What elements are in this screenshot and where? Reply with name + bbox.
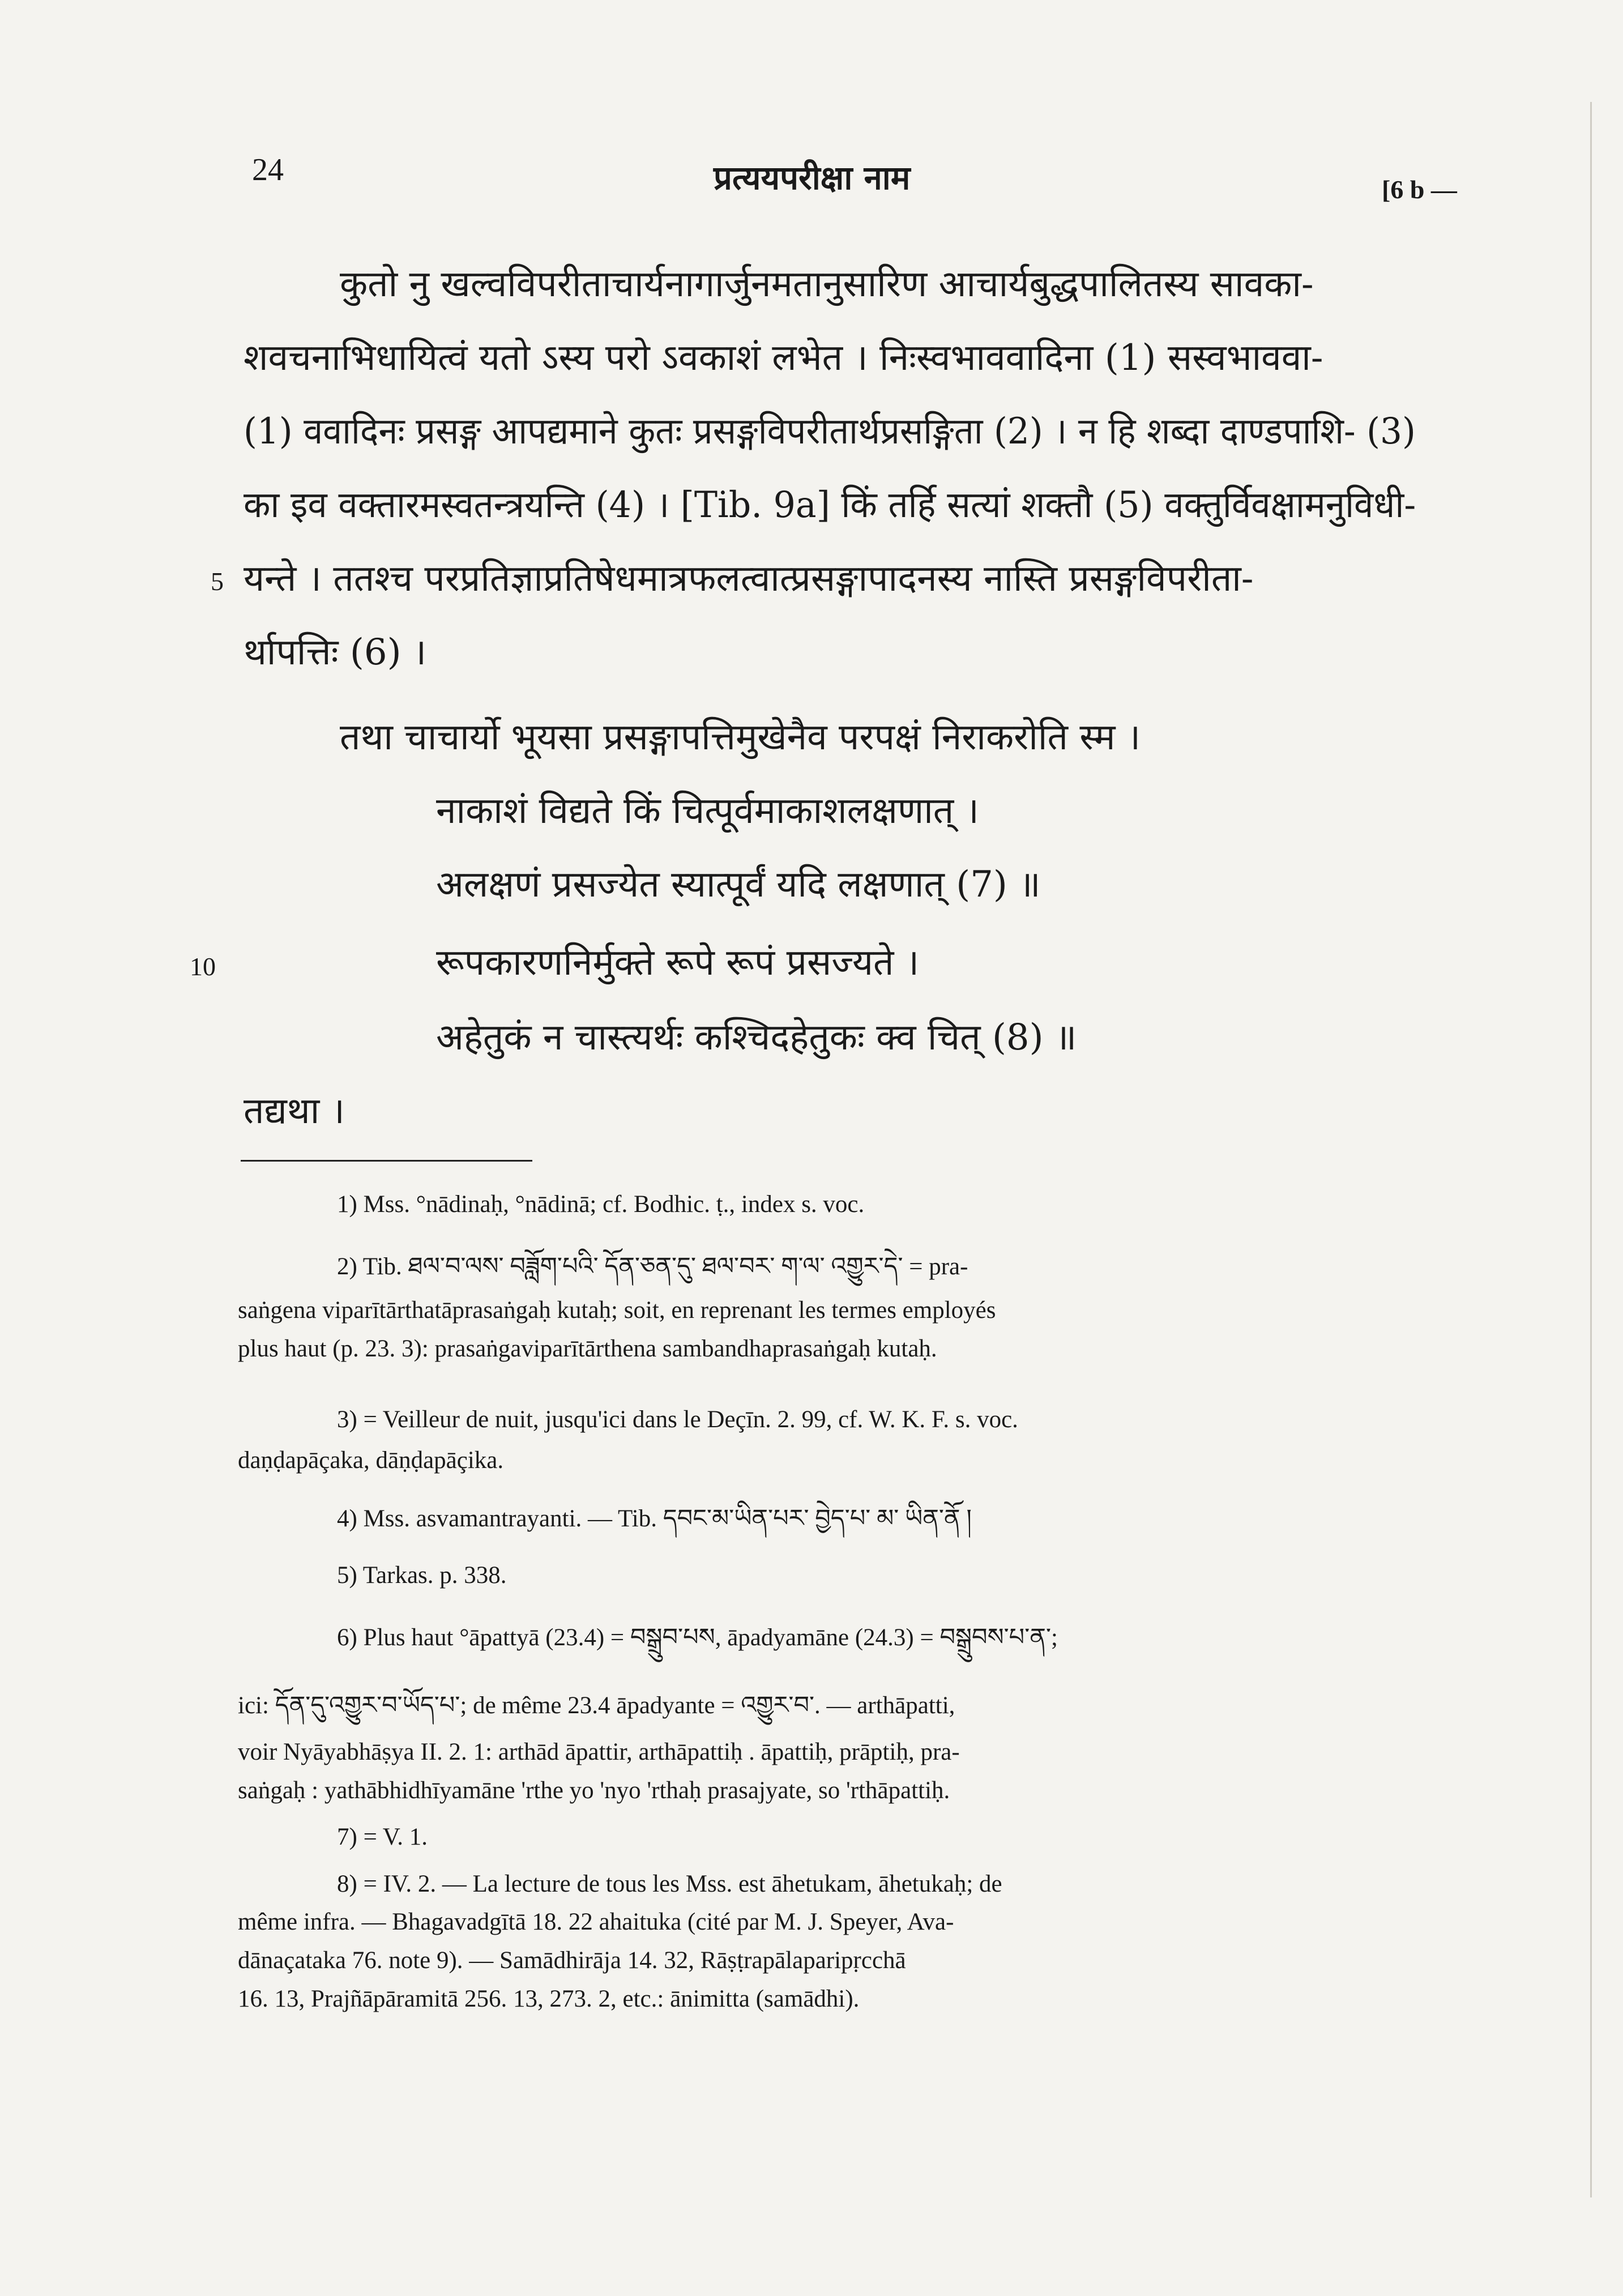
running-title: प्रत्ययपरीक्षा नाम [714, 159, 911, 197]
footnote-line: 6) Plus haut °āpattyā (23.4) = བསྒྲུབ་པས, āpadyamāne (24.3) = བསྒྲུབས་པ་ན་; [337, 1624, 1058, 1651]
footnote-line: même infra. — Bhagavadgītā 18. 22 ahaituka (cité par M. J. Speyer, Ava- [238, 1909, 954, 1935]
footnote-line: daṇḍapāçaka, dāṇḍapāçika. [238, 1447, 504, 1474]
text-line: तथा चाचार्यो भूयसा प्रसङ्गापत्तिमुखेनैव परपक्षं निराकरोति स्म । [340, 716, 1141, 758]
footnote-line: voir Nyāyabhāṣya II. 2. 1: arthād āpattir, arthāpattiḥ . āpattiḥ, prāptiḥ, pra- [238, 1739, 960, 1765]
text-line: कुतो नु खल्वविपरीताचार्यनागार्जुनमतानुसारिण आचार्यबुद्धपालितस्य सावका- [340, 263, 1314, 305]
line-number: 5 [211, 567, 224, 596]
footnote-line: 16. 13, Prajñāpāramitā 256. 13, 273. 2, etc.: ānimitta (samādhi). [238, 1986, 860, 2012]
verse-line: रूपकारणनिर्मुक्ते रूपे रूपं प्रसज्यते । [436, 942, 920, 984]
text-line: र्थापत्तिः (6) । [244, 631, 427, 673]
footnote-line: 3) = Veilleur de nuit, jusqu'ici dans le Deçīn. 2. 99, cf. W. K. F. s. voc. [337, 1406, 1018, 1433]
page-number: 24 [252, 152, 284, 187]
verse-line: अहेतुकं न चास्त्यर्थः कश्चिदहेतुकः क्व चित् (8) ॥ [436, 1017, 1077, 1059]
footnote-line: plus haut (p. 23. 3): prasaṅgaviparītārthena sambandhaprasaṅgaḥ kutaḥ. [238, 1335, 937, 1362]
text-line: (1) ववादिनः प्रसङ्ग आपद्यमाने कुतः प्रसङ्गविपरीतार्थप्रसङ्गिता (2) । न हि शब्दा दाण्डपाशि- (3) [244, 411, 1416, 453]
footnote-line: ici: དོན་དུ་འགྱུར་བ་ཡོད་པ་; de même 23.4 āpadyante = འགྱུར་བ་. — arthāpatti, [238, 1692, 955, 1719]
footnote-line: dānaçataka 76. note 9). — Samādhirāja 14. 32, Rāṣṭrapālaparipṛcchā [238, 1947, 906, 1974]
footnote-line: 5) Tarkas. p. 338. [337, 1562, 507, 1589]
text-line: शवचनाभिधायित्वं यतो ऽस्य परो ऽवकाशं लभेत । निःस्वभाववादिना (1) सस्वभाववा- [244, 337, 1323, 379]
footnote-line: 1) Mss. °nādinaḥ, °nādinā; cf. Bodhic. ṭ., index s. voc. [337, 1191, 865, 1218]
footnote-line: saṅgaḥ : yathābhidhīyamāne 'rthe yo 'nyo 'rthaḥ prasajyate, so 'rthāpattiḥ. [238, 1777, 950, 1804]
footnote-line: 4) Mss. asvamantrayanti. — Tib. དབང་མ་ཡིན་པར་ བྱེད་པ་ མ་ ཡིན་ནོ ། [337, 1505, 972, 1532]
text-line: यन्ते । ततश्च परप्रतिज्ञाप्रतिषेधमात्रफलत्वात्प्रसङ्गापादनस्य नास्ति प्रसङ्गविपरीता- [244, 558, 1254, 600]
section-marker: [6 b — [1382, 175, 1457, 204]
line-number: 10 [190, 952, 216, 981]
verse-line: अलक्षणं प्रसज्येत स्यात्पूर्वं यदि लक्षणात् (7) ॥ [436, 864, 1041, 906]
verse-line: नाकाशं विद्यते किं चित्पूर्वमाकाशलक्षणात् । [436, 790, 979, 832]
footnote-line: saṅgena viparītārthatāprasaṅgaḥ kutaḥ; soit, en reprenant les termes employés [238, 1297, 996, 1324]
footnote-line: 7) = V. 1. [337, 1824, 428, 1850]
text-line: तद्यथा । [244, 1090, 345, 1132]
footnote-line: 8) = IV. 2. — La lecture de tous les Mss. est āhetukam, āhetukaḥ; de [337, 1871, 1002, 1897]
footnote-separator [241, 1160, 532, 1162]
page-edge-shadow [1590, 102, 1592, 2197]
text-line: का इव वक्तारमस्वतन्त्रयन्ति (4) । [Tib. 9a] किं तर्हि सत्यां शक्तौ (5) वक्तुर्विवक्षामनुविधी- [244, 484, 1416, 526]
footnote-line: 2) Tib. ཐལ་བ་ལས་ བཟློག་པའི་ དོན་ཅན་དུ་ ཐལ་བར་ ག་ལ་ འགྱུར་དེ་ = pra- [337, 1253, 968, 1280]
